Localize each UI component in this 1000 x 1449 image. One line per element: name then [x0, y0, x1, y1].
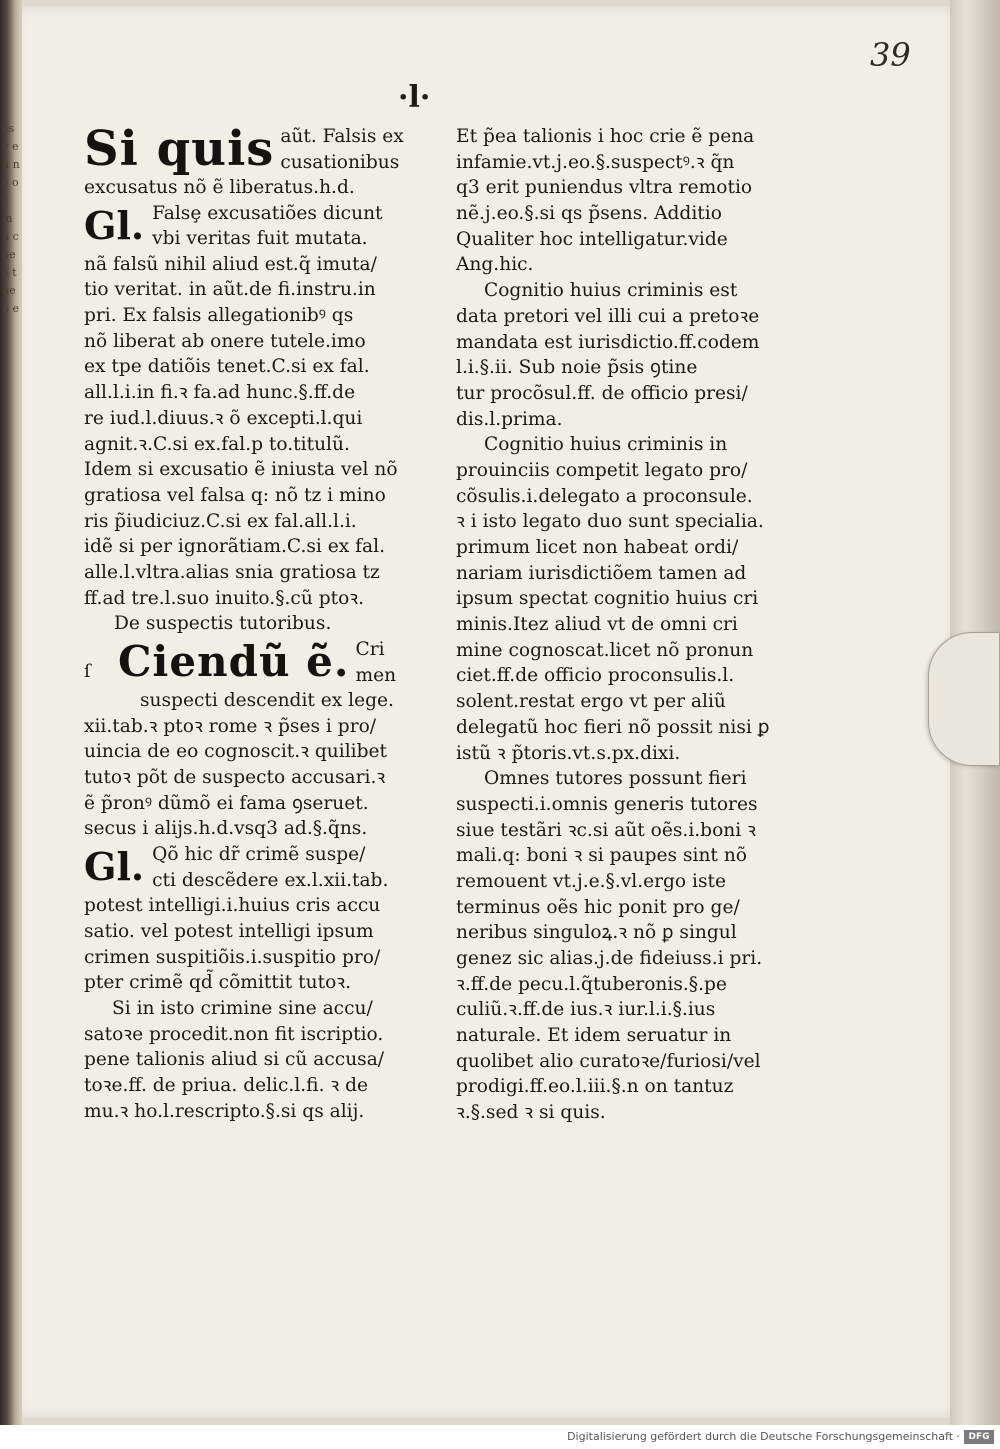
text-line: all.l.i.in fi.ꝛ fa.ad hunc.§.ff.de — [84, 382, 356, 404]
lemma-sciendum — [84, 637, 416, 688]
text-line: pri. Ex falsis allegationibꝰ qs — [84, 305, 354, 327]
section-heading: De suspectis tutoribus. — [114, 613, 332, 635]
text-line: Qõ hic dr̃ crimẽ suspe/ — [152, 844, 366, 866]
text-line: Falsȩ excusatiões dicunt — [152, 202, 383, 224]
dfg-logo: DFG — [964, 1430, 994, 1444]
facing-page-edge — [0, 0, 22, 1425]
text-line: ꝛ.ff.de pecu.l.q̃tuberonis.§.pe — [456, 973, 727, 995]
gloss-mark: Gl. — [84, 844, 145, 890]
text-line: prouinciis competit legato pro/ — [456, 459, 748, 481]
text-line: nã falsũ nihil aliud est.q̃ imuta/ — [84, 253, 377, 275]
footer-bar — [0, 1425, 1000, 1449]
text-line: neribus singuloꝝ.ꝛ nõ ꝑ singul — [456, 922, 737, 944]
text-line: ciet.ff.de officio proconsulis.l. — [456, 665, 735, 687]
left-column — [84, 121, 416, 1124]
folio-number: 39 — [870, 36, 911, 74]
text-line: vbi veritas fuit mutata. — [152, 228, 368, 250]
text-line: genez sic alias.j.de fideiuss.i pri. — [456, 948, 763, 969]
text-line: pene talionis aliud si cũ accusa/ — [84, 1049, 385, 1071]
text-line: suspecti descendit ex lege. — [140, 690, 394, 711]
signature-mark: ·l· — [398, 80, 431, 115]
text-line: uincia de eo cognoscit.ꝛ quilibet — [84, 741, 387, 763]
text-line: mine cognoscat.licet nõ pronun — [456, 639, 754, 661]
text-line: potest intelligi.i.huius cris accu — [84, 895, 381, 917]
text-line: ꝛ.§.sed ꝛ si quis. — [456, 1102, 606, 1124]
text-line: gratiosa vel falsa q: nõ tz i mino — [84, 484, 386, 506]
text-line: nõ liberat ab onere tutele.imo — [84, 330, 366, 352]
lemma-initial: Ciendũ ẽ. — [118, 637, 350, 686]
text-line: istũ ꝛ p̃toris.vt.s.px.dixi. — [456, 742, 681, 764]
text-line: aũt. Falsis ex — [280, 126, 404, 147]
lemma-initial: Si quis — [84, 121, 275, 177]
text-line: solent.restat ergo vt per aliũ — [456, 691, 726, 713]
text-line: pter crimẽ qd̃ cõmittit tutoꝛ. — [84, 972, 351, 994]
text-line: ipsum spectat cognitio huius cri — [456, 588, 759, 610]
text-line: ris p̃iudiciuz.C.si ex fal.all.l.i. — [84, 510, 357, 532]
text-line: siue testãri ꝛc.si aũt oẽs.i.boni ꝛ — [456, 819, 756, 841]
lemma-si-quis — [84, 121, 416, 177]
text-line: satio. vel potest intelligi ipsum — [84, 920, 374, 942]
paragraph-start: Omnes tutores possunt fieri — [484, 768, 747, 790]
text-line: Et p̃ea talionis i hoc crie ẽ pena — [456, 126, 755, 147]
text-line: nẽ.j.eo.§.si qs p̃sens. Additio — [456, 203, 722, 225]
text-line: dis.l.prima. — [456, 408, 563, 430]
gloss-block — [84, 842, 416, 893]
text-line: mu.ꝛ ho.l.rescripto.§.si qs alij. — [84, 1100, 365, 1122]
text-line: ex tpe datiõis tenet.C.si ex fal. — [84, 356, 370, 378]
text-line: prodigi.ff.eo.l.iii.§.n on tantuz — [456, 1076, 734, 1098]
right-column — [456, 124, 796, 1126]
text-line: mandata est iurisdictio.ff.codem — [456, 331, 760, 353]
text-line: Qualiter hoc intelligatur.vide — [456, 228, 728, 250]
text-line: satoꝛe procedit.non fit iscriptio. — [84, 1023, 384, 1045]
text-line: ẽ p̃ronꝰ dũmõ ei fama ꝯseruet. — [84, 792, 369, 814]
text-line: Ang.hic. — [456, 254, 534, 276]
text-line: tutoꝛ põt de suspecto accusari.ꝛ — [84, 767, 386, 789]
text-line: nariam iurisdictiõem tamen ad — [456, 562, 747, 584]
text-line: xii.tab.ꝛ ptoꝛ rome ꝛ p̃ses i pro/ — [84, 715, 377, 737]
facing-page-fragment: es e e n n e o c m n c ne o t ne b e — [2, 122, 20, 315]
text-line: mali.q: boni ꝛ si paupes sint nõ — [456, 845, 747, 867]
text-line: infamie.vt.j.eo.§.suspectꝰ.ꝛ q̃n — [456, 151, 735, 173]
margin-mark: ſ — [84, 661, 91, 682]
page-tab-marker — [928, 632, 1000, 766]
text-line: ff.ad tre.l.suo inuito.§.cũ ptoꝛ. — [84, 587, 365, 609]
text-line: idẽ si per ignorãtiam.C.si ex fal. — [84, 536, 386, 558]
paragraph-start: Si in isto crimine sine accu/ — [112, 997, 373, 1019]
text-line: culiũ.ꝛ.ff.de ius.ꝛ iur.l.i.§.ius — [456, 999, 716, 1021]
text-line: secus i alijs.h.d.vsq3 ad.§.q̃ns. — [84, 818, 368, 840]
text-line: tur procõsul.ff. de officio presi/ — [456, 382, 748, 404]
text-line: crimen suspitiõis.i.suspitio pro/ — [84, 946, 381, 968]
text-line: ꝛ i isto legato duo sunt specialia. — [456, 511, 764, 533]
text-line: cti descẽdere ex.l.xii.tab. — [152, 869, 389, 891]
text-line: q3 erit puniendus vltra remotio — [456, 177, 753, 199]
text-line: cusationibus — [280, 151, 400, 173]
text-line: agnit.ꝛ.C.si ex.fal.p to.titulũ. — [84, 433, 350, 455]
text-line: toꝛe.ff. de priua. delic.l.fi. ꝛ de — [84, 1074, 369, 1096]
text-line: delegatũ hoc fieri nõ possit nisi ꝑ — [456, 716, 770, 738]
text-line: remouent vt.j.e.§.vl.ergo iste — [456, 870, 726, 892]
text-line: quolibet alio curatoꝛe/furiosi/vel — [456, 1050, 761, 1072]
text-line: primum licet non habeat ordi/ — [456, 537, 739, 558]
text-line: men — [355, 664, 397, 686]
paragraph-start: Cognitio huius criminis in — [484, 434, 728, 456]
text-line: tio veritat. in aũt.de fi.instru.in — [84, 279, 376, 301]
gloss-block — [84, 201, 416, 252]
text-line: minis.Itez aliud vt de omni cri — [456, 614, 738, 636]
gloss-mark: Gl. — [84, 202, 145, 248]
paragraph-start: Cognitio huius criminis est — [484, 280, 738, 302]
text-line: l.i.§.ii. Sub noie p̃sis ꝯtine — [456, 357, 698, 379]
text-line: naturale. Et idem seruatur in — [456, 1025, 732, 1047]
text-line: data pretori vel illi cui a pretoꝛe — [456, 305, 760, 327]
text-line: Cri — [355, 639, 385, 660]
text-line: alle.l.vltra.alias snia gratiosa tz — [84, 561, 380, 583]
text-line: excusatus nõ ẽ liberatus.h.d. — [84, 177, 355, 198]
funding-credit: Digitalisierung gefördert durch die Deutsche Forschungsgemeinschaft · — [567, 1430, 960, 1443]
text-line: cõsulis.i.delegato a proconsule. — [456, 485, 753, 507]
text-line: Idem si excusatio ẽ iniusta vel nõ — [84, 459, 398, 481]
text-line: terminus oẽs hic ponit pro ge/ — [456, 896, 740, 918]
text-line: re iud.l.diuus.ꝛ õ excepti.l.qui — [84, 407, 363, 429]
text-line: suspecti.i.omnis generis tutores — [456, 793, 758, 815]
